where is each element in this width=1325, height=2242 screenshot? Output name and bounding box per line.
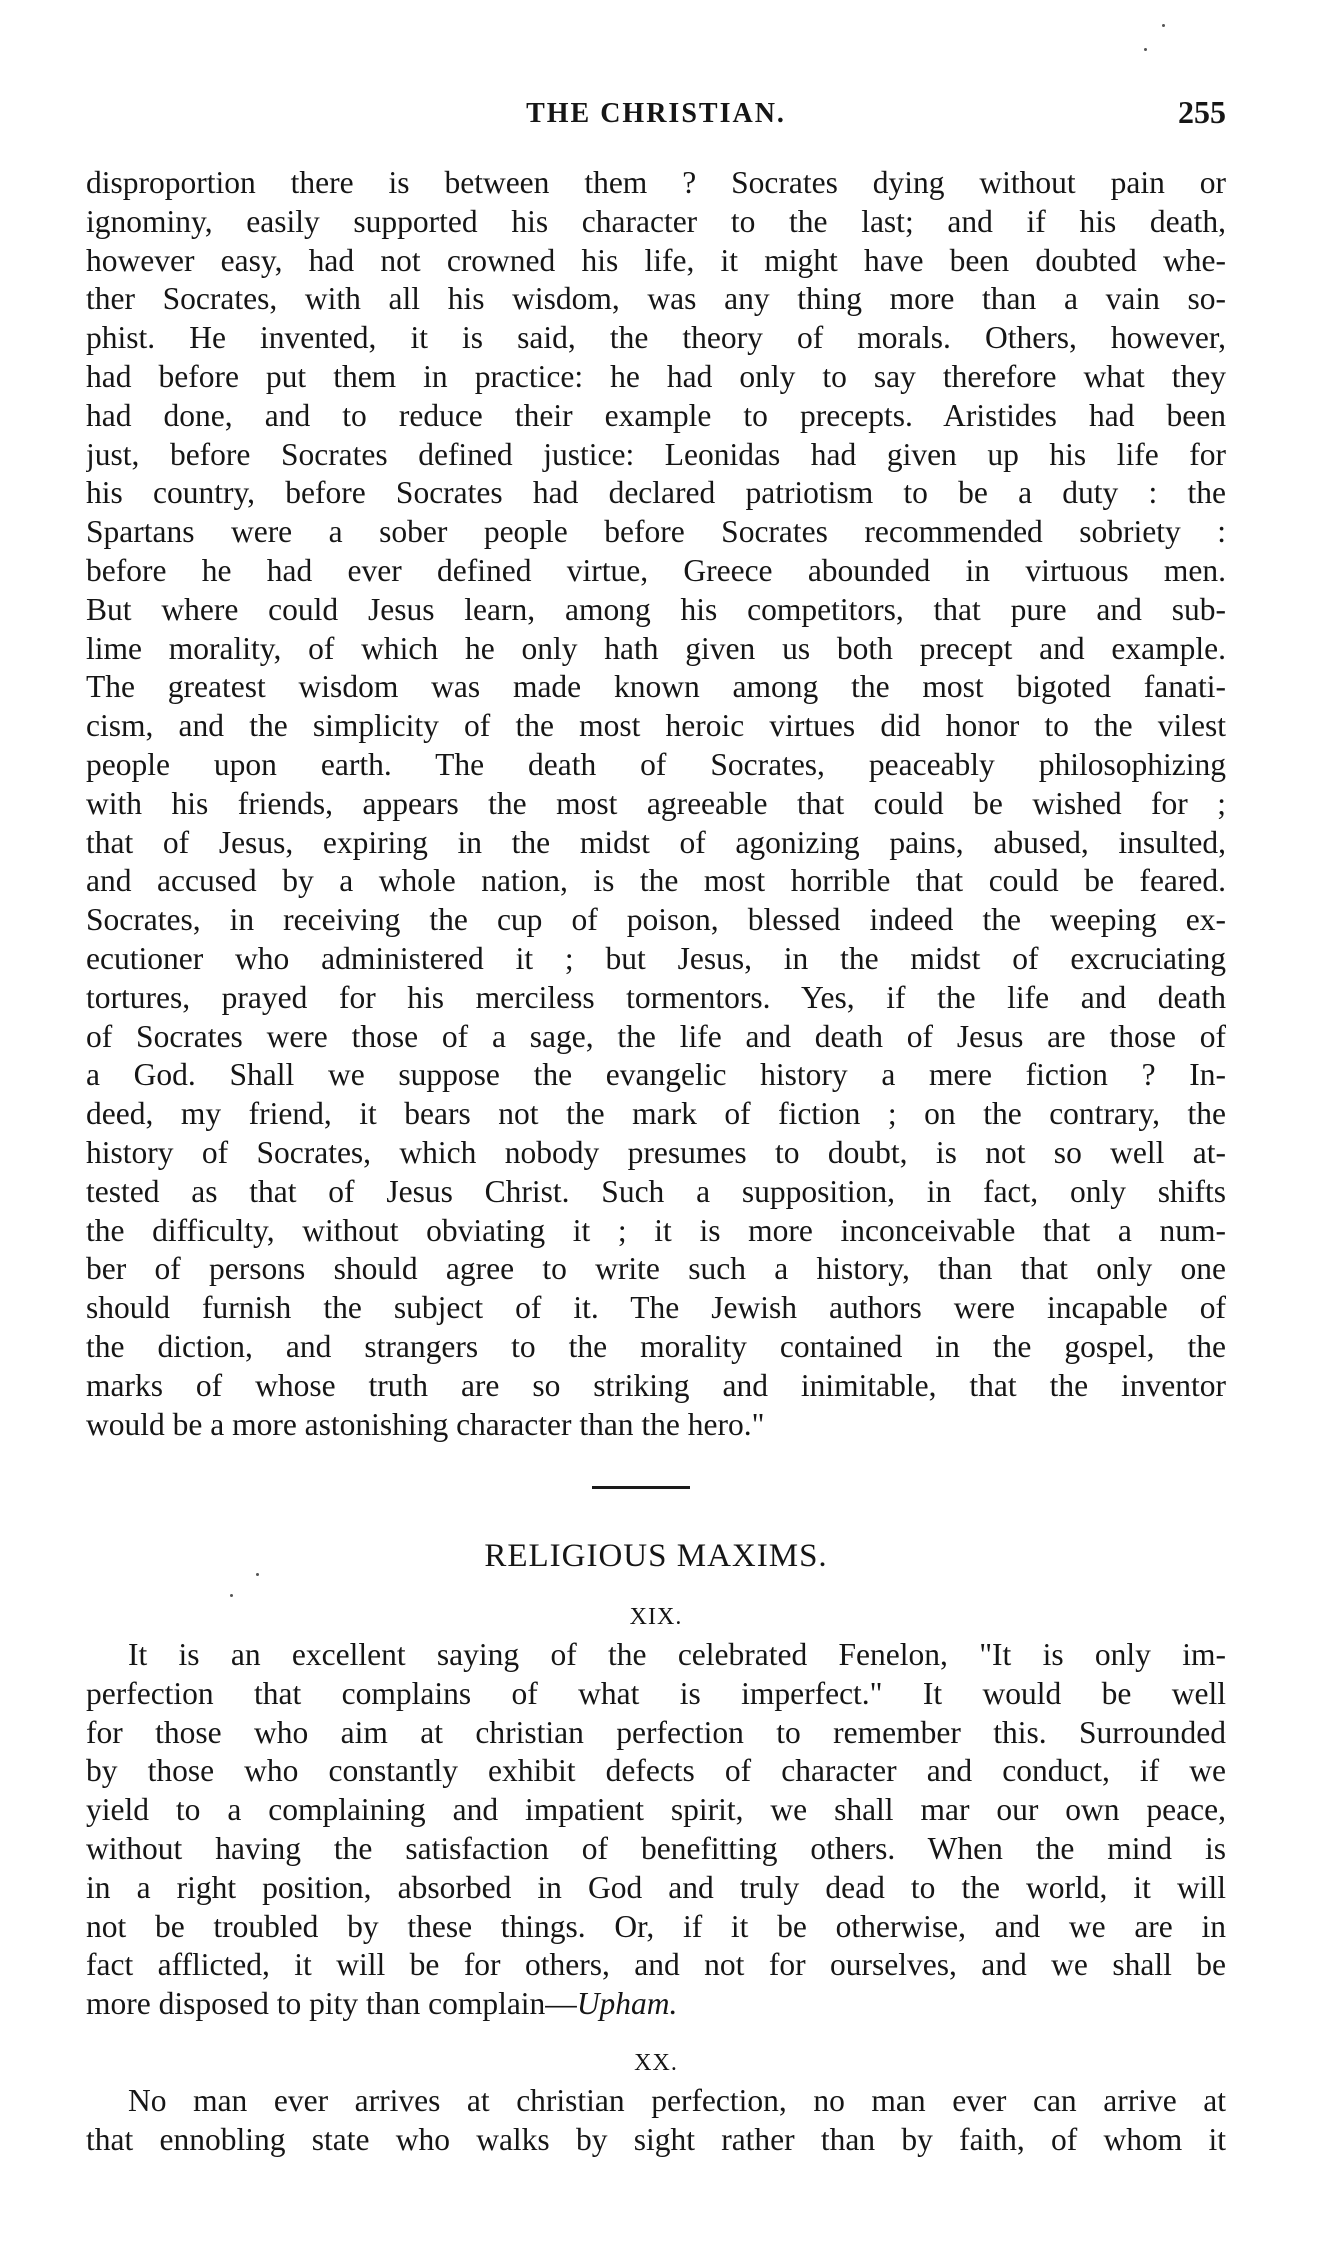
text-line: by those who constantly exhibit defects of character and conduct, if we bbox=[86, 1753, 1226, 1789]
text-line: with his friends, appears the most agreeable that could be wished for ; bbox=[86, 785, 1226, 821]
text-line: ecutioner who administered it ; but Jesus, in the midst of excruciating bbox=[86, 940, 1226, 976]
text-line: Spartans were a sober people before Socrates recommended sobriety : bbox=[86, 514, 1226, 550]
text-line: ber of persons should agree to write such a history, than that only one bbox=[86, 1251, 1226, 1287]
text-line bbox=[86, 1985, 1226, 2024]
text-line: It is an excellent saying of the celebrated Fenelon, "It is only im- bbox=[128, 1637, 1226, 1672]
text-line: would be a more astonishing character than the hero." bbox=[86, 1406, 765, 1442]
text-line: his country, before Socrates had declared patriotism to be a duty : the bbox=[86, 475, 1226, 511]
text-line: should furnish the subject of it. The Jewish authors were incapable of bbox=[86, 1290, 1226, 1326]
text-line: however easy, had not crowned his life, it might have been doubted whe- bbox=[86, 242, 1226, 278]
text-line: had before put them in practice: he had only to say therefore what they bbox=[86, 358, 1226, 394]
text-line: deed, my friend, it bears not the mark of fiction ; on the contrary, the bbox=[86, 1096, 1226, 1132]
running-head bbox=[86, 94, 1226, 138]
text-line: No man ever arrives at christian perfection, no man ever can arrive at bbox=[128, 2083, 1226, 2118]
maxim-20-paragraph bbox=[86, 2082, 1226, 2160]
text-line: a God. Shall we suppose the evangelic history a mere fiction ? In- bbox=[86, 1057, 1226, 1093]
text-line-content: more disposed to pity than complain— bbox=[86, 1986, 577, 2022]
text-line: and accused by a whole nation, is the most horrible that could be feared. bbox=[86, 863, 1226, 899]
text-line: perfection that complains of what is imperfect." It would be well bbox=[86, 1675, 1226, 1711]
attribution-upham: Upham. bbox=[576, 1986, 678, 2022]
text-line: tortures, prayed for his merciless tormentors. Yes, if the life and death bbox=[86, 979, 1226, 1015]
maxim-numeral-19: XIX. bbox=[629, 1604, 683, 1630]
text-line: had done, and to reduce their example to precepts. Aristides had been bbox=[86, 397, 1226, 433]
text-line: disproportion there is between them ? Socrates dying without pain or bbox=[86, 165, 1226, 200]
text-line: in a right position, absorbed in God and truly dead to the world, it will bbox=[86, 1869, 1226, 1905]
running-title: THE CHRISTIAN. bbox=[526, 98, 786, 129]
text-line: that of Jesus, expiring in the midst of agonizing pains, abused, insulted, bbox=[86, 824, 1226, 860]
text-line: marks of whose truth are so striking and inimitable, that the inventor bbox=[86, 1367, 1226, 1403]
paper-speck bbox=[1162, 24, 1165, 27]
text-line: without having the satisfaction of benefitting others. When the mind is bbox=[86, 1830, 1226, 1866]
maxim-19-paragraph bbox=[86, 1636, 1226, 2024]
paper-speck bbox=[1144, 48, 1147, 51]
text-line: ignominy, easily supported his character to the last; and if his death, bbox=[86, 203, 1226, 239]
section-divider-rule bbox=[592, 1486, 690, 1489]
text-line: the diction, and strangers to the morality contained in the gospel, the bbox=[86, 1328, 1226, 1364]
text-line: before he had ever defined virtue, Greece abounded in virtuous men. bbox=[86, 552, 1226, 588]
text-line: for those who aim at christian perfection to remember this. Surrounded bbox=[86, 1714, 1226, 1750]
page-number: 255 bbox=[1178, 94, 1226, 130]
text-line: The greatest wisdom was made known among the most bigoted fanati- bbox=[86, 669, 1226, 705]
text-line: cism, and the simplicity of the most heroic virtues did honor to the vilest bbox=[86, 708, 1226, 744]
text-line: But where could Jesus learn, among his competitors, that pure and sub- bbox=[86, 591, 1226, 627]
text-line: yield to a complaining and impatient spirit, we shall mar our own peace, bbox=[86, 1792, 1226, 1828]
text-line: people upon earth. The death of Socrates, peaceably philosophizing bbox=[86, 746, 1226, 782]
text-line: history of Socrates, which nobody presumes to doubt, is not so well at- bbox=[86, 1134, 1226, 1170]
text-line: ther Socrates, with all his wisdom, was any thing more than a vain so- bbox=[86, 281, 1226, 317]
text-line: that ennobling state who walks by sight rather than by faith, of whom it bbox=[86, 2121, 1226, 2157]
maxim-numeral-20: XX. bbox=[634, 2050, 678, 2076]
text-line: not be troubled by these things. Or, if it be otherwise, and we are in bbox=[86, 1908, 1226, 1944]
text-line: fact afflicted, it will be for others, and not for ourselves, and we shall be bbox=[86, 1947, 1226, 1983]
text-line: tested as that of Jesus Christ. Such a supposition, in fact, only shifts bbox=[86, 1173, 1226, 1209]
section-heading: RELIGIOUS MAXIMS. bbox=[484, 1538, 828, 1574]
text-line: of Socrates were those of a sage, the life and death of Jesus are those of bbox=[86, 1018, 1226, 1054]
paper-speck bbox=[230, 1594, 233, 1597]
paragraph-socrates-jesus bbox=[86, 164, 1226, 1444]
text-line: lime morality, of which he only hath given us both precept and example. bbox=[86, 630, 1226, 666]
text-line: Socrates, in receiving the cup of poison, blessed indeed the weeping ex- bbox=[86, 902, 1226, 938]
text-line: just, before Socrates defined justice: Leonidas had given up his life for bbox=[86, 436, 1226, 472]
text-line: the difficulty, without obviating it ; it is more inconceivable that a num- bbox=[86, 1212, 1226, 1248]
text-line: phist. He invented, it is said, the theory of morals. Others, however, bbox=[86, 320, 1226, 356]
